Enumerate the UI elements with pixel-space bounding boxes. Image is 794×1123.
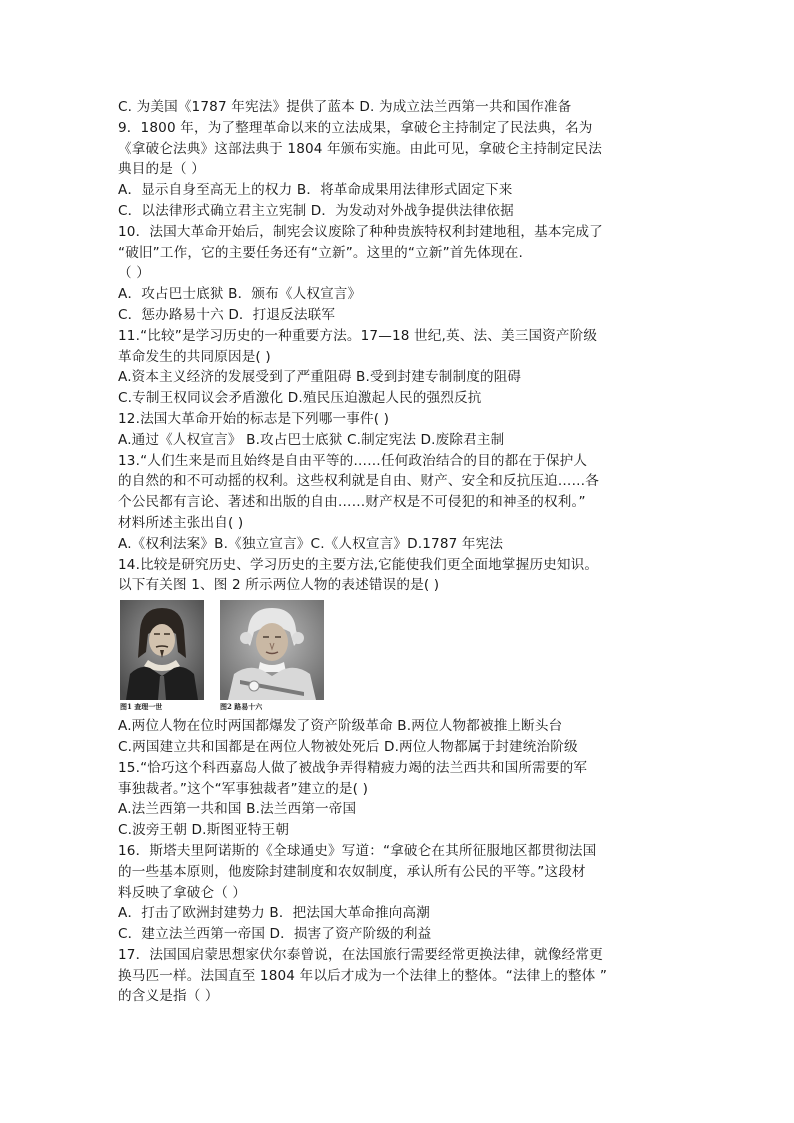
text-line: C．以法律形式确立君主立宪制 D．为发动对外战争提供法律依据 [118, 202, 514, 219]
text-line: 典目的是（ ） [118, 161, 205, 178]
text-line: C．建立法兰西第一帝国 D．损害了资产阶级的利益 [118, 926, 432, 943]
figure-1-caption: 图1 查理一世 [120, 702, 163, 712]
figure-row [118, 600, 680, 712]
text-line: 料反映了拿破仑（ ） [118, 884, 247, 901]
portrait-louis-xvi [220, 600, 324, 700]
question-block-top [118, 97, 680, 596]
text-line: 9．1800 年，为了整理革命以来的立法成果，拿破仑主持制定了民法典，名为 [118, 119, 593, 136]
figure-2 [220, 600, 324, 712]
text-line: C. 为美国《1787 年宪法》提供了蓝本 D. 为成立法兰西第一共和国作准备 [118, 99, 572, 115]
text-line: 事独裁者。”这个“军事独裁者”建立的是( ) [118, 780, 369, 797]
text-line: 17．法国国启蒙思想家伏尔泰曾说，在法国旅行需要经常更换法律，就像经常更 [118, 946, 603, 963]
text-line: A．打击了欧洲封建势力 B．把法国大革命推向高潮 [118, 905, 431, 922]
text-line: “破旧”工作，它的主要任务还有“立新”。这里的“立新”首先体现在. [118, 244, 523, 261]
text-line: C.专制王权同议会矛盾激化 D.殖民压迫激起人民的强烈反抗 [118, 390, 482, 407]
text-line: 《拿破仑法典》这部法典于 1804 年颁布实施。由此可见，拿破仑主持制定民法 [118, 140, 602, 157]
text-line: 的自然的和不可动摇的权利。这些权利就是自由、财产、安全和反抗压迫……各 [118, 473, 600, 490]
text-line: 革命发生的共同原因是( ) [118, 348, 271, 365]
text-line: 材料所述主张出自( ) [118, 514, 244, 531]
exam-page [118, 97, 680, 1007]
text-line: 13.“人们生来是而且始终是自由平等的……任何政治结合的目的都在于保护人 [118, 452, 588, 469]
text-line: 16．斯塔夫里阿诺斯的《全球通史》写道：“拿破仑在其所征服地区都贯彻法国 [118, 842, 597, 859]
text-line: 11.“比较”是学习历史的一种重要方法。17—18 世纪,英、法、美三国资产阶级 [118, 327, 598, 344]
text-line: C.两国建立共和国都是在两位人物被处死后 D.两位人物都属于封建统治阶级 [118, 738, 578, 755]
text-line: A．显示自身至高无上的权力 B．将革命成果用法律形式固定下来 [118, 182, 513, 199]
text-line: A．攻占巴士底狱 B．颁布《人权宣言》 [118, 286, 362, 303]
text-line: 以下有关图 1、图 2 所示两位人物的表述错误的是( ) [118, 577, 440, 594]
portrait-charles-i [120, 600, 204, 700]
text-line: 15.“恰巧这个科西嘉岛人做了被战争弄得精疲力竭的法兰西共和国所需要的军 [118, 759, 588, 776]
text-line: A.通过《人权宣言》 B.攻占巴士底狱 C.制定宪法 D.废除君主制 [118, 431, 505, 448]
text-line: 14.比较是研究历史、学习历史的主要方法,它能使我们更全面地掌握历史知识。 [118, 556, 599, 573]
question-block-bottom [118, 716, 680, 1007]
text-line: 个公民都有言论、著述和出版的自由……财产权是不可侵犯的和神圣的权利。” [118, 494, 586, 511]
figure-2-caption: 图2 路易十六 [220, 702, 263, 712]
text-line: A.资本主义经济的发展受到了严重阻碍 B.受到封建专制制度的阻碍 [118, 369, 522, 386]
text-line: （ ） [118, 265, 150, 282]
text-line: 10．法国大革命开始后，制宪会议废除了种种贵族特权利封建地租，基本完成了 [118, 223, 603, 240]
text-line: C.波旁王朝 D.斯图亚特王朝 [118, 822, 290, 839]
text-line: C．惩办路易十六 D．打退反法联军 [118, 306, 336, 323]
text-line: A.两位人物在位时两国都爆发了资产阶级革命 B.两位人物都被推上断头台 [118, 718, 563, 735]
figure-1 [120, 600, 204, 712]
text-line: A.《权利法案》B.《独立宣言》C.《人权宣言》D.1787 年宪法 [118, 535, 504, 552]
text-line: 12.法国大革命开始的标志是下列哪一事件( ) [118, 410, 390, 427]
text-line: 的一些基本原则，他废除封建制度和农奴制度，承认所有公民的平等。”这段材 [118, 863, 586, 880]
text-line: 换马匹一样。法国直至 1804 年以后才成为一个法律上的整体。“法律上的整体 ” [118, 967, 608, 984]
text-line: 的含义是指（ ） [118, 988, 219, 1005]
text-line: A.法兰西第一共和国 B.法兰西第一帝国 [118, 801, 357, 818]
